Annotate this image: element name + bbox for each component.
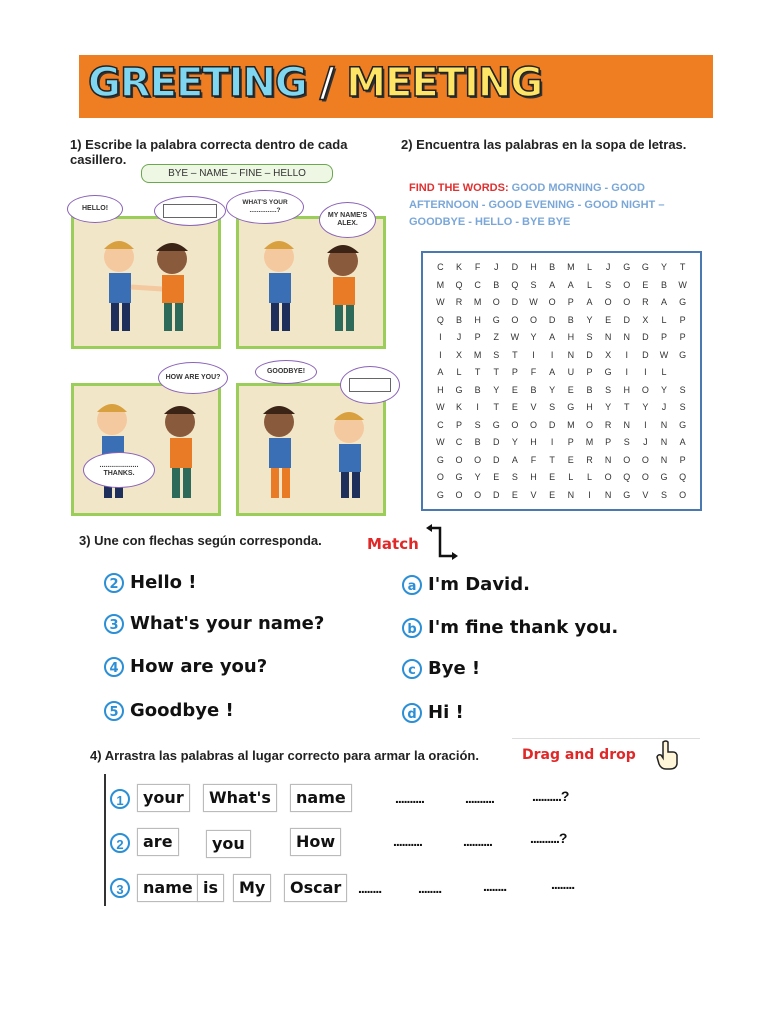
- grid-letter[interactable]: G: [623, 489, 631, 500]
- match-left-4[interactable]: [104, 700, 234, 721]
- answer-box[interactable]: [349, 378, 391, 392]
- grid-letter[interactable]: C: [455, 437, 463, 447]
- grid-letter[interactable]: I: [588, 489, 591, 500]
- grid-letter[interactable]: I: [550, 349, 554, 360]
- speech-bubble-hello: HELLO!: [67, 195, 123, 223]
- title-part1: GREETING: [88, 60, 307, 106]
- row-number: 3: [110, 878, 130, 898]
- grid-letter[interactable]: H: [530, 472, 537, 482]
- grid-letter[interactable]: G: [492, 314, 500, 325]
- grid-letter[interactable]: H: [530, 437, 537, 447]
- match-text: I'm fine thank you.: [428, 617, 619, 638]
- grid-letter[interactable]: M: [567, 262, 575, 272]
- grid-letter[interactable]: V: [530, 402, 537, 412]
- grid-letter[interactable]: H: [437, 384, 444, 395]
- grid-letter[interactable]: J: [493, 262, 499, 272]
- grid-letter[interactable]: D: [548, 419, 556, 430]
- row-number: 1: [110, 789, 130, 809]
- grid-letter[interactable]: O: [585, 419, 593, 430]
- grid-letter[interactable]: T: [512, 349, 518, 360]
- find-words-text: GOOD MORNING - GOOD AFTERNOON - GOOD EVENING - GOOD NIGHT – GOODBYE - HELLO - BYE BYE: [409, 182, 665, 228]
- grid-letter[interactable]: O: [474, 489, 482, 500]
- grid-letter[interactable]: O: [623, 279, 631, 290]
- grid-letter[interactable]: S: [474, 419, 481, 430]
- grid-letter[interactable]: L: [568, 472, 574, 482]
- drag-word-chip[interactable]: is: [197, 874, 224, 902]
- grid-letter[interactable]: H: [586, 402, 593, 412]
- grid-letter[interactable]: B: [474, 437, 481, 447]
- grid-letter[interactable]: E: [511, 489, 518, 500]
- grid-letter[interactable]: S: [605, 279, 612, 290]
- grid-letter[interactable]: C: [437, 262, 444, 272]
- grid-letter[interactable]: S: [623, 437, 630, 447]
- grid-letter[interactable]: N: [604, 454, 612, 465]
- grid-letter[interactable]: P: [567, 297, 574, 307]
- grid-letter[interactable]: E: [549, 489, 556, 500]
- match-text: What's your name?: [130, 613, 325, 634]
- grid-letter[interactable]: R: [455, 297, 463, 307]
- grid-letter[interactable]: N: [623, 419, 630, 430]
- thanks-text: THANKS.: [103, 470, 135, 477]
- grid-letter[interactable]: S: [549, 402, 556, 412]
- drop-slot[interactable]: ..........?: [532, 788, 569, 804]
- grid-letter[interactable]: W: [436, 297, 445, 307]
- match-letter: d: [402, 703, 422, 723]
- grid-letter[interactable]: N: [623, 332, 630, 342]
- grid-letter[interactable]: Q: [455, 279, 463, 290]
- grid-letter[interactable]: I: [439, 332, 442, 342]
- speech-bubble-blank-2: [340, 366, 400, 404]
- grid-letter[interactable]: S: [605, 384, 612, 395]
- grid-letter[interactable]: E: [567, 384, 574, 395]
- grid-letter[interactable]: X: [642, 314, 649, 325]
- match-letter: a: [402, 575, 422, 595]
- grid-letter[interactable]: I: [439, 349, 442, 360]
- grid-letter[interactable]: N: [567, 349, 575, 360]
- grid-letter[interactable]: M: [436, 279, 445, 290]
- grid-letter[interactable]: N: [660, 454, 668, 465]
- grid-letter[interactable]: K: [455, 402, 462, 412]
- grid-letter[interactable]: M: [473, 349, 482, 360]
- speech-bubble-goodbye: GOODBYE!: [255, 360, 317, 384]
- drag-word-chip[interactable]: name: [290, 784, 352, 812]
- grid-letter[interactable]: X: [455, 349, 462, 360]
- grid-letter[interactable]: G: [436, 489, 444, 500]
- section3-instruction: 3) Une con flechas según corresponda.: [79, 533, 322, 548]
- grid-letter[interactable]: T: [493, 402, 499, 412]
- speech-bubble-thanks: [83, 452, 155, 488]
- drop-slot[interactable]: ..........: [463, 833, 492, 849]
- match-letter: b: [402, 618, 422, 638]
- grid-letter[interactable]: S: [493, 349, 500, 360]
- grid-letter[interactable]: L: [586, 472, 592, 482]
- grid-letter[interactable]: G: [604, 367, 612, 377]
- grid-letter[interactable]: G: [679, 297, 687, 307]
- drop-slot[interactable]: ..........: [393, 833, 422, 849]
- grid-letter[interactable]: B: [549, 262, 556, 272]
- grid-letter[interactable]: C: [474, 279, 481, 290]
- hand-pointer-icon: [654, 739, 682, 771]
- comic-panel-2: [236, 216, 386, 349]
- comic-panel-3: [71, 383, 221, 516]
- match-left-2[interactable]: [104, 613, 324, 634]
- grid-letter[interactable]: E: [642, 279, 649, 290]
- speech-bubble-how-are-you: HOW ARE YOU?: [158, 362, 228, 394]
- section4-instruction: 4) Arrastra las palabras al lugar correcto para armar la oración.: [90, 748, 479, 763]
- word-search-grid[interactable]: [421, 251, 702, 511]
- page-title: [88, 60, 542, 106]
- grid-letter[interactable]: O: [679, 489, 687, 500]
- grid-letter[interactable]: A: [549, 279, 556, 290]
- grid-letter[interactable]: K: [455, 262, 462, 272]
- grid-letter[interactable]: E: [511, 384, 518, 395]
- drop-slot[interactable]: ........: [358, 880, 382, 896]
- grid-letter[interactable]: O: [474, 454, 482, 465]
- grid-letter[interactable]: R: [586, 454, 593, 465]
- drag-word-chip[interactable]: your: [137, 784, 190, 812]
- grid-letter[interactable]: O: [455, 489, 463, 500]
- grid-letter[interactable]: W: [659, 349, 669, 360]
- grid-letter[interactable]: Y: [530, 332, 537, 342]
- grid-letter[interactable]: T: [549, 454, 555, 465]
- grid-letter[interactable]: Y: [642, 402, 649, 412]
- grid-letter[interactable]: J: [605, 262, 611, 272]
- match-letter: c: [402, 659, 422, 679]
- grid-letter[interactable]: S: [661, 489, 668, 500]
- grid-letter[interactable]: G: [455, 384, 463, 395]
- grid-letter[interactable]: R: [642, 297, 649, 307]
- grid-letter[interactable]: C: [437, 419, 444, 430]
- speech-bubble-my-name: MY NAME'S ALEX.: [319, 202, 376, 238]
- comic-panel-1: [71, 216, 221, 349]
- grid-letter[interactable]: P: [474, 332, 481, 342]
- match-label: Match: [367, 535, 419, 553]
- grid-letter[interactable]: G: [660, 472, 668, 482]
- grid-letter[interactable]: W: [436, 402, 445, 412]
- grid-letter[interactable]: P: [511, 367, 518, 377]
- grid-letter[interactable]: P: [605, 437, 612, 447]
- grid-letter[interactable]: T: [493, 367, 499, 377]
- grid-letter[interactable]: E: [605, 314, 612, 325]
- grid-letter[interactable]: D: [492, 437, 500, 447]
- grid-letter[interactable]: P: [679, 314, 686, 325]
- thanks-blank: ....................: [99, 462, 139, 469]
- grid-letter[interactable]: Y: [661, 384, 668, 395]
- grid-letter[interactable]: B: [567, 314, 574, 325]
- grid-letter[interactable]: A: [511, 454, 518, 465]
- grid-letter[interactable]: I: [476, 402, 479, 412]
- grid-letter[interactable]: P: [586, 367, 593, 377]
- grid-letter[interactable]: Z: [493, 332, 499, 342]
- grid-letter[interactable]: O: [641, 472, 649, 482]
- kids-illustration: [239, 219, 383, 346]
- grid-letter[interactable]: A: [549, 367, 556, 377]
- grid-letter[interactable]: R: [604, 419, 612, 430]
- grid-letter[interactable]: O: [511, 419, 519, 430]
- grid-letter[interactable]: B: [455, 314, 462, 325]
- grid-letter[interactable]: Q: [623, 472, 631, 482]
- grid-letter[interactable]: O: [511, 314, 519, 325]
- grid-letter[interactable]: J: [661, 402, 667, 412]
- grid-letter[interactable]: A: [567, 279, 574, 290]
- match-arrow-icon: [424, 522, 464, 562]
- grid-letter[interactable]: A: [549, 332, 556, 342]
- grid-letter[interactable]: T: [474, 367, 481, 377]
- grid-letter[interactable]: E: [549, 472, 556, 482]
- match-text: Bye !: [428, 658, 481, 679]
- grid-letter[interactable]: E: [511, 402, 518, 412]
- grid-letter[interactable]: Y: [511, 437, 518, 447]
- kids-illustration: [239, 386, 383, 513]
- grid-letter[interactable]: O: [548, 297, 556, 307]
- grid-letter[interactable]: I: [644, 367, 647, 377]
- match-right-b[interactable]: [402, 617, 618, 638]
- grid-letter[interactable]: G: [641, 262, 649, 272]
- grid-letter[interactable]: L: [661, 367, 667, 377]
- grid-letter[interactable]: E: [567, 454, 574, 465]
- speech-bubble-blank: [154, 196, 226, 226]
- grid-letter[interactable]: Y: [474, 472, 481, 482]
- section2-instruction: 2) Encuentra las palabras en la sopa de letras.: [401, 137, 687, 152]
- grid-letter[interactable]: A: [679, 437, 686, 447]
- grid-letter[interactable]: O: [604, 472, 612, 482]
- grid-letter[interactable]: O: [604, 297, 612, 307]
- drag-word-chip[interactable]: My: [233, 874, 271, 902]
- grid-letter[interactable]: M: [585, 437, 594, 447]
- match-left-1[interactable]: [104, 572, 196, 593]
- grid-letter[interactable]: G: [436, 454, 444, 465]
- drag-word-chip[interactable]: Oscar: [284, 874, 347, 902]
- drag-word-chip[interactable]: are: [137, 828, 179, 856]
- title-part2: MEETING: [346, 60, 543, 106]
- section4-rule: [104, 774, 106, 906]
- match-number: 3: [104, 614, 124, 634]
- match-number: 4: [104, 657, 124, 677]
- grid-letter[interactable]: F: [474, 262, 481, 272]
- grid-letter[interactable]: Q: [679, 472, 687, 482]
- grid-letter[interactable]: W: [678, 279, 687, 290]
- grid-letter[interactable]: G: [455, 472, 463, 482]
- grid-letter[interactable]: M: [567, 419, 575, 430]
- grid-letter[interactable]: O: [492, 297, 500, 307]
- grid-letter[interactable]: S: [511, 472, 518, 482]
- grid-letter[interactable]: B: [474, 384, 481, 395]
- grid-letter[interactable]: D: [642, 332, 649, 342]
- match-text: I'm David.: [428, 574, 530, 595]
- match-text: Hi !: [428, 702, 464, 723]
- grid-letter[interactable]: G: [679, 419, 687, 430]
- title-separator: /: [319, 60, 334, 106]
- grid-letter[interactable]: I: [550, 437, 554, 447]
- grid-letter[interactable]: W: [529, 297, 538, 307]
- row-number: 2: [110, 833, 130, 853]
- grid-letter[interactable]: Y: [586, 314, 593, 325]
- grid-letter[interactable]: S: [679, 384, 686, 395]
- answer-box[interactable]: [163, 204, 217, 218]
- match-left-3[interactable]: [104, 656, 267, 677]
- grid-letter[interactable]: G: [623, 262, 631, 272]
- grid-letter[interactable]: M: [473, 297, 482, 307]
- word-bank: BYE – NAME – FINE – HELLO: [141, 164, 333, 183]
- drag-word-chip[interactable]: What's: [203, 784, 277, 812]
- grid-letter[interactable]: N: [567, 489, 575, 500]
- find-words-label: FIND THE WORDS:: [409, 182, 509, 194]
- grid-letter[interactable]: P: [679, 332, 686, 342]
- grid-letter[interactable]: Y: [605, 402, 612, 412]
- match-text: Hello !: [130, 572, 197, 593]
- grid-letter[interactable]: D: [511, 262, 519, 272]
- find-words-list: [409, 180, 705, 231]
- grid-letter[interactable]: Q: [511, 279, 519, 290]
- grid-letter[interactable]: I: [625, 367, 628, 377]
- grid-letter[interactable]: D: [548, 314, 556, 325]
- grid-letter[interactable]: O: [455, 454, 463, 465]
- grid-letter[interactable]: O: [530, 419, 538, 430]
- grid-letter[interactable]: N: [604, 489, 612, 500]
- grid-letter[interactable]: W: [510, 332, 520, 342]
- grid-letter[interactable]: O: [530, 314, 538, 325]
- grid-letter[interactable]: P: [567, 437, 574, 447]
- grid-letter[interactable]: D: [642, 349, 649, 360]
- grid-letter[interactable]: H: [567, 332, 575, 342]
- grid-letter[interactable]: E: [493, 472, 500, 482]
- drag-word-chip[interactable]: How: [290, 828, 341, 856]
- divider: [512, 738, 700, 739]
- grid-letter[interactable]: B: [586, 384, 593, 395]
- grid-letter[interactable]: T: [623, 402, 630, 412]
- grid-letter[interactable]: G: [492, 419, 500, 430]
- grid-letter[interactable]: W: [436, 437, 445, 447]
- grid-letter[interactable]: N: [660, 419, 668, 430]
- grid-letter[interactable]: S: [586, 332, 593, 342]
- grid-letter[interactable]: I: [532, 349, 535, 360]
- drop-slot[interactable]: ..........: [395, 790, 424, 806]
- match-right-c[interactable]: [402, 658, 480, 679]
- grid-letter[interactable]: F: [530, 367, 537, 377]
- grid-letter[interactable]: S: [530, 279, 537, 290]
- grid-letter[interactable]: V: [642, 489, 649, 500]
- grid-letter[interactable]: O: [436, 472, 444, 482]
- grid-letter[interactable]: A: [586, 297, 593, 307]
- grid-letter[interactable]: D: [586, 349, 593, 360]
- grid-letter[interactable]: L: [586, 262, 592, 272]
- kids-illustration: [74, 386, 218, 513]
- grid-letter[interactable]: Q: [436, 314, 444, 325]
- match-text: How are you?: [130, 656, 268, 677]
- grid-letter[interactable]: H: [623, 384, 630, 395]
- grid-letter[interactable]: I: [625, 349, 628, 360]
- grid-letter[interactable]: B: [530, 384, 537, 395]
- grid-letter[interactable]: T: [679, 262, 686, 272]
- drag-word-chip[interactable]: you: [206, 830, 251, 858]
- grid-letter[interactable]: O: [623, 297, 631, 307]
- letter-grid[interactable]: [423, 253, 700, 510]
- match-number: 5: [104, 701, 124, 721]
- grid-letter[interactable]: B: [493, 279, 500, 290]
- grid-letter[interactable]: Y: [549, 384, 556, 395]
- kids-illustration: [74, 219, 218, 346]
- grid-letter[interactable]: U: [567, 367, 575, 377]
- match-right-d[interactable]: [402, 702, 464, 723]
- grid-letter[interactable]: Y: [493, 384, 500, 395]
- grid-letter[interactable]: B: [661, 279, 668, 290]
- grid-letter[interactable]: H: [474, 314, 481, 325]
- grid-letter[interactable]: L: [586, 279, 592, 290]
- grid-letter[interactable]: S: [679, 402, 686, 412]
- grid-letter[interactable]: V: [530, 489, 537, 500]
- grid-letter[interactable]: D: [511, 297, 519, 307]
- grid-letter[interactable]: A: [661, 297, 668, 307]
- drag-drop-label: Drag and drop: [522, 747, 636, 763]
- drop-slot[interactable]: ..........: [465, 790, 494, 806]
- grid-letter[interactable]: O: [641, 384, 649, 395]
- grid-letter[interactable]: D: [623, 314, 630, 325]
- grid-letter[interactable]: D: [492, 454, 500, 465]
- grid-letter[interactable]: O: [623, 454, 631, 465]
- grid-letter[interactable]: O: [641, 454, 649, 465]
- grid-letter[interactable]: L: [661, 314, 667, 325]
- grid-letter[interactable]: N: [660, 437, 668, 447]
- section1-instruction: 1) Escribe la palabra correcta dentro de cada casillero.: [70, 137, 348, 167]
- grid-letter[interactable]: A: [437, 367, 444, 377]
- grid-letter[interactable]: F: [530, 454, 537, 465]
- grid-letter[interactable]: H: [530, 262, 537, 272]
- drop-slot[interactable]: ........: [551, 876, 575, 892]
- match-text: Goodbye !: [130, 700, 234, 721]
- grid-letter[interactable]: J: [643, 437, 648, 447]
- grid-letter[interactable]: P: [661, 332, 668, 342]
- grid-letter[interactable]: P: [679, 454, 686, 465]
- grid-letter[interactable]: G: [567, 402, 575, 412]
- grid-letter[interactable]: P: [455, 419, 462, 430]
- match-right-a[interactable]: [402, 574, 530, 595]
- grid-letter[interactable]: Y: [661, 262, 668, 272]
- grid-letter[interactable]: [673, 364, 692, 382]
- grid-letter[interactable]: N: [604, 332, 612, 342]
- match-number: 2: [104, 573, 124, 593]
- drop-slot[interactable]: ........: [418, 880, 442, 896]
- speech-bubble-whats-your: WHAT'S YOUR ...............?: [226, 190, 304, 224]
- drag-word-chip[interactable]: name: [137, 874, 199, 902]
- grid-letter[interactable]: J: [456, 332, 462, 342]
- grid-letter[interactable]: D: [492, 489, 500, 500]
- grid-letter[interactable]: G: [679, 349, 687, 360]
- drop-slot[interactable]: ..........?: [530, 830, 567, 846]
- grid-letter[interactable]: I: [644, 419, 647, 430]
- drop-slot[interactable]: ........: [483, 878, 507, 894]
- grid-letter[interactable]: L: [456, 367, 462, 377]
- grid-letter[interactable]: X: [605, 349, 612, 360]
